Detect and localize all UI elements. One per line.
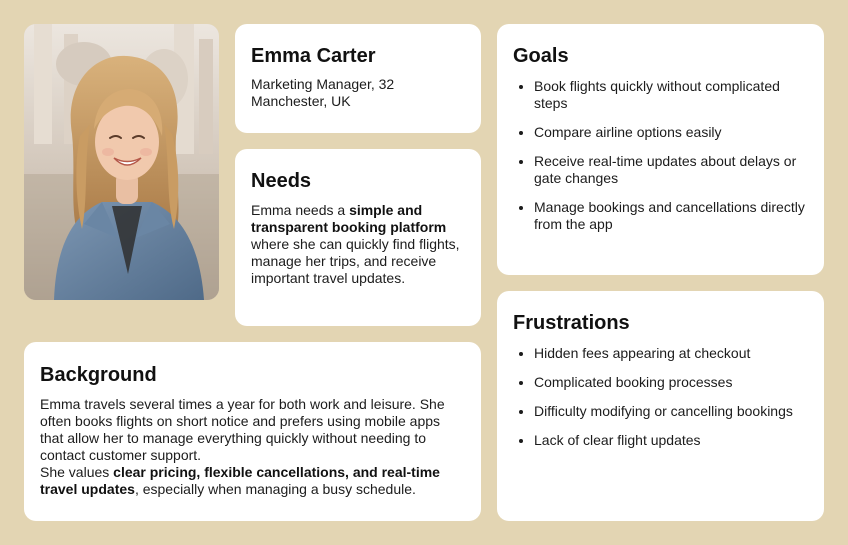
goals-list <box>513 78 808 233</box>
persona-info-card <box>235 24 481 133</box>
needs-text <box>251 202 465 287</box>
goal-item: Receive real-time updates about delays or gate changes <box>513 153 808 187</box>
frustration-item: Difficulty modifying or cancelling bookings <box>513 403 808 420</box>
needs-text-bold: simple and transparent booking platform <box>251 202 447 235</box>
background-card <box>24 342 481 521</box>
goals-card <box>497 24 824 275</box>
background-p2-bold: clear pricing, flexible cancellations, and real-time travel updates <box>40 464 440 497</box>
frustrations-list <box>513 345 808 449</box>
persona-location: Manchester, UK <box>251 93 351 109</box>
background-paragraph-2 <box>40 464 465 498</box>
goal-item: Manage bookings and cancellations directly from the app <box>513 199 808 233</box>
needs-title: Needs <box>251 170 312 192</box>
frustrations-title: Frustrations <box>513 312 630 334</box>
persona-photo-illustration <box>24 24 219 300</box>
background-paragraph-1: Emma travels several times a year for both work and leisure. She often books flights on short notice and prefers using mobile apps that allow her to manage everything quickly without needing to contact customer support. <box>40 396 445 463</box>
goals-title: Goals <box>513 45 569 67</box>
frustration-item: Complicated booking processes <box>513 374 808 391</box>
persona-photo <box>24 24 219 300</box>
persona-name: Emma Carter <box>251 45 376 67</box>
frustration-item: Lack of clear flight updates <box>513 432 808 449</box>
goal-item: Book flights quickly without complicated steps <box>513 78 808 112</box>
background-title: Background <box>40 364 157 386</box>
frustrations-card <box>497 291 824 521</box>
background-p2-before: She values <box>40 464 114 480</box>
goal-item: Compare airline options easily <box>513 124 808 141</box>
needs-text-after: where she can quickly find flights, manage her trips, and receive important travel updates. <box>251 236 460 286</box>
persona-role-age: Marketing Manager, 32 <box>251 76 395 92</box>
background-p2-after: , especially when managing a busy schedule. <box>134 481 416 497</box>
needs-card <box>235 149 481 326</box>
frustration-item: Hidden fees appearing at checkout <box>513 345 808 362</box>
needs-text-before: Emma needs a <box>251 202 350 218</box>
